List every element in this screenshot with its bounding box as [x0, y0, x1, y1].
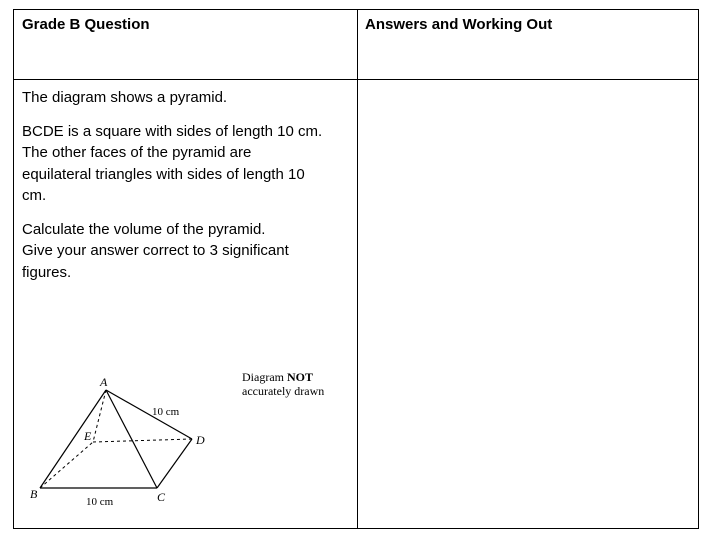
- task-line-3: figures.: [22, 263, 72, 281]
- task-line-2: Give your answer correct to 3 significant: [22, 242, 289, 259]
- question-intro: The diagram shows a pyramid.: [22, 89, 228, 106]
- edge-length-bottom: 10 cm: [86, 496, 114, 508]
- diagram-note-bold: NOT: [286, 370, 313, 384]
- edge-length-top: 10 cm: [152, 406, 180, 418]
- diagram-note-line-2: accurately drawn: [242, 384, 325, 398]
- description-line-4: cm.: [22, 187, 47, 204]
- question-description: [22, 121, 352, 207]
- diagram-note-prefix: Diagram: [242, 370, 287, 384]
- vertex-label-E: E: [84, 429, 92, 443]
- task-line-1: Calculate the volume of the pyramid.: [22, 220, 266, 238]
- pyramid-diagram: [30, 370, 350, 510]
- description-line-3: equilateral triangles with sides of length 10: [22, 165, 305, 183]
- vertex-label-C: C: [157, 490, 166, 504]
- edge-ED: [93, 439, 192, 442]
- header-divider: [14, 79, 698, 80]
- answer-header: Answers and Working Out: [365, 16, 553, 33]
- edge-AE: [93, 390, 106, 442]
- description-line-2: The other faces of the pyramid are: [22, 144, 252, 161]
- edge-AB: [40, 390, 106, 488]
- column-divider: [357, 10, 358, 528]
- vertex-label-B: B: [30, 487, 38, 501]
- question-header: Grade B Question: [22, 16, 150, 33]
- edge-CD: [157, 439, 192, 488]
- worksheet-table: [13, 9, 699, 529]
- vertex-label-A: A: [100, 375, 108, 389]
- description-line-1: BCDE is a square with sides of length 10 cm.: [22, 122, 323, 140]
- question-text: [22, 87, 352, 295]
- question-task: [22, 219, 352, 284]
- vertex-label-D: D: [196, 433, 205, 447]
- diagram-note-line-1: [242, 370, 313, 384]
